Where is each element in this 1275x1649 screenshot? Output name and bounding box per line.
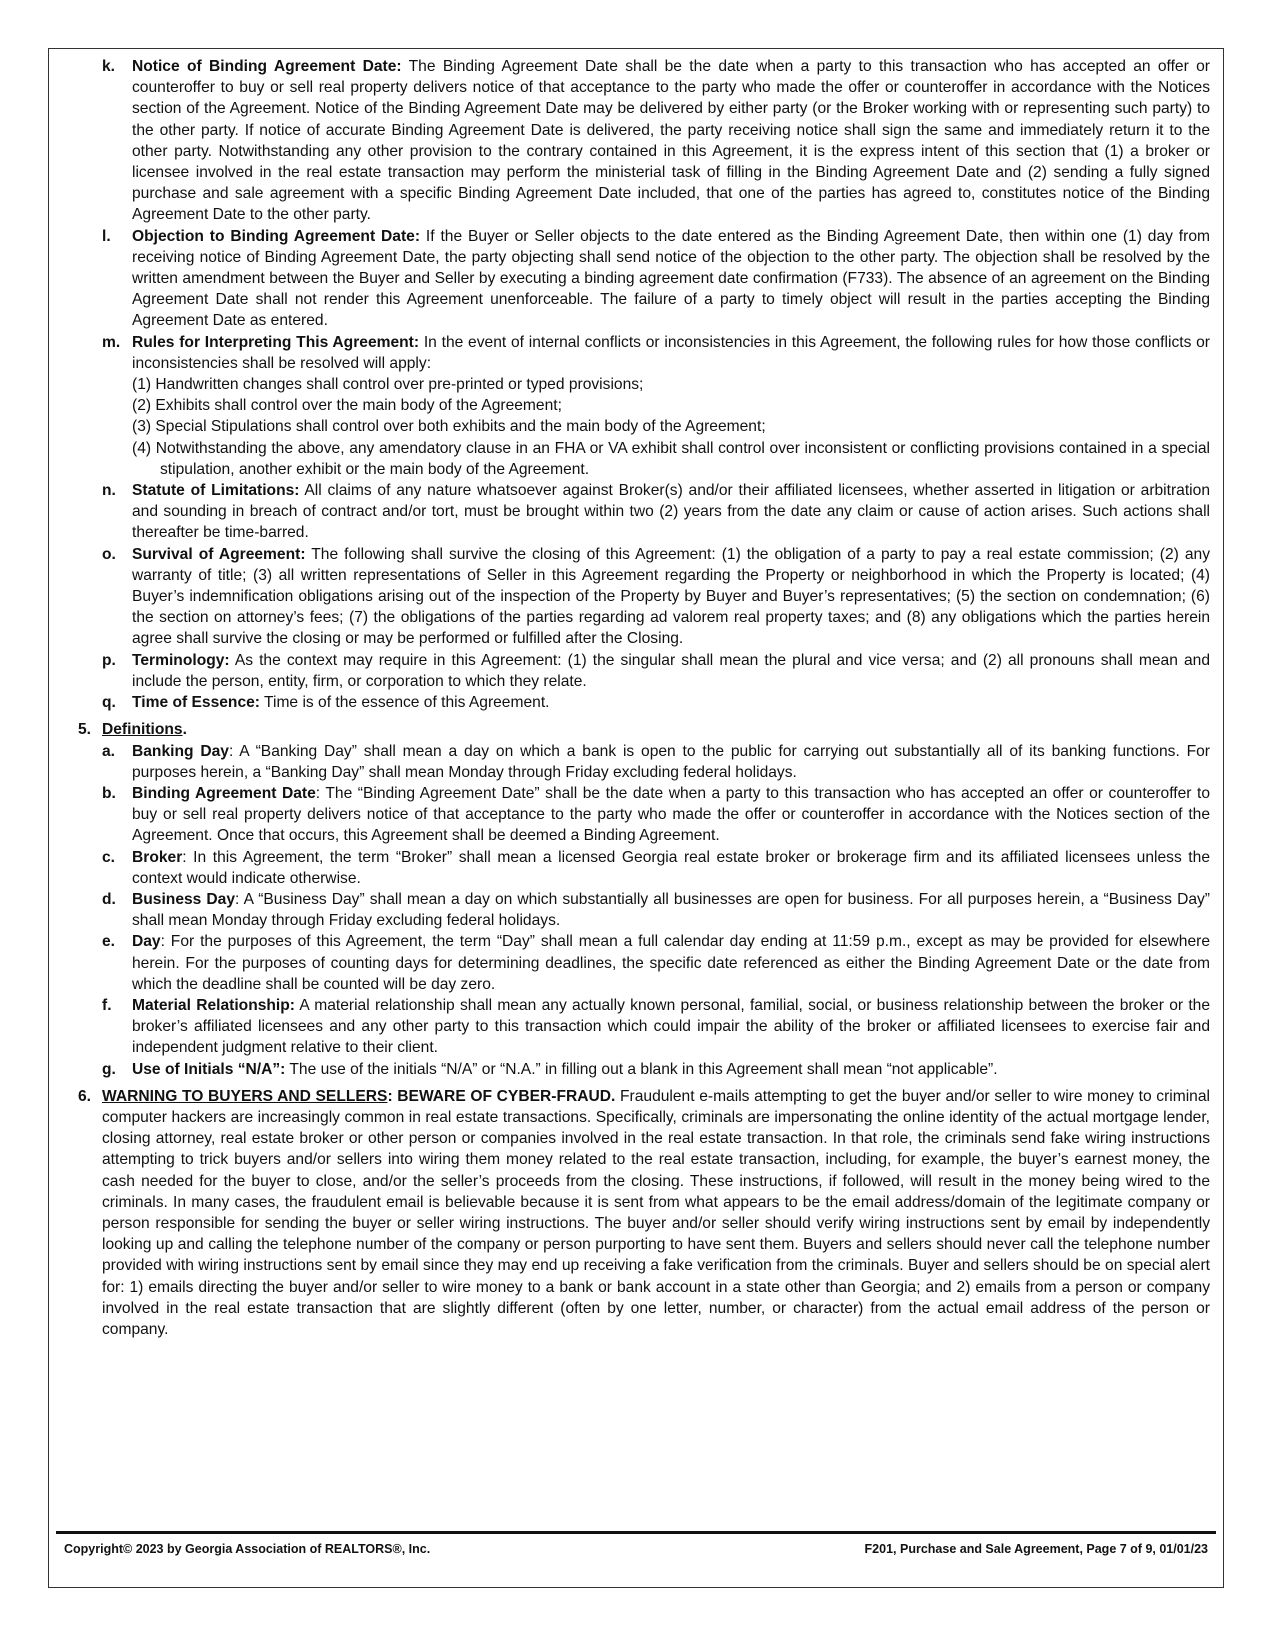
item-heading: Material Relationship: xyxy=(132,996,295,1014)
item-heading: Broker xyxy=(132,848,183,866)
item-heading: Use of Initials “N/A”: xyxy=(132,1060,286,1078)
item-l xyxy=(72,226,1210,332)
section-5-definitions xyxy=(72,719,1210,740)
item-label: n. xyxy=(102,482,116,500)
list-item: (4) Notwithstanding the above, any amendatory clause in an FHA or VA exhibit shall control over inconsistent or conflicting provisions contained in a special stipulation, another exhibit or the main body of the Agreement. xyxy=(132,439,1210,478)
item-q xyxy=(72,692,1210,713)
definition-day xyxy=(72,931,1210,995)
item-body: The use of the initials “N/A” or “N.A.” in filling out a blank in this Agreement shall mean “not applicable”. xyxy=(285,1060,998,1078)
footer-divider xyxy=(56,1531,1216,1534)
item-heading: Statute of Limitations: xyxy=(132,482,300,500)
section-heading-underlined: WARNING TO BUYERS AND SELLERS xyxy=(102,1087,388,1105)
item-label: d. xyxy=(102,890,116,908)
section-number: 6. xyxy=(78,1087,92,1105)
item-label: q. xyxy=(102,694,116,712)
item-heading: Survival of Agreement: xyxy=(132,545,306,563)
item-label: g. xyxy=(102,1060,116,1078)
definition-initials-na xyxy=(72,1059,1210,1080)
item-label: f. xyxy=(102,996,112,1014)
document-body xyxy=(72,56,1210,1340)
item-body: A material relationship shall mean any actually known personal, familial, social, or business relationship between the broker or the broker’s affiliated licensees and any other party to this transaction which could impair the ability of the broker or affiliated licensees to exercise fair and independent judgment relative to their client. xyxy=(132,996,1211,1057)
section-number: 5. xyxy=(78,721,92,739)
item-label: c. xyxy=(102,848,116,866)
item-body: : For the purposes of this Agreement, the term “Day” shall mean a full calendar day ending at 11:59 p.m., except as may be provided for elsewhere herein. For the purposes of counting days for determining deadlines, the specific date referenced as either the Binding Agreement Date or the date from which the deadline shall be counted will be day zero. xyxy=(132,933,1210,993)
section-body: Fraudulent e-mails attempting to get the buyer and/or seller to wire money to criminal computer hackers are increasingly common in real estate transactions. Specifically, criminals are impersonating the online identity of the actual mortgage lender, closing attorney, real estate broker or other person or companies involved in the real estate transaction. In that role, the criminals send fake wiring instructions attempting to trick buyers and/or sellers into wiring them money related to the real estate transaction, including, for example, the buyer’s earnest money, the cash needed for the buyer to close, and/or the seller’s proceeds from the closing. These instructions, if followed, will result in the money being wired to the criminals. In many cases, the fraudulent email is believable because it is sent from what appears to be the email address/domain of the legitimate company or person responsible for sending the buyer or seller wiring instructions. The buyer and/or seller should verify wiring instructions sent by email by independently looking up and calling the telephone number of the company or person purporting to have sent them. Buyers and sellers should never call the telephone number provided with wiring instructions sent by email since they may end up receiving a fake verification from the criminals. Buyer and sellers should be on special alert for: 1) emails directing the buyer and/or seller to wire money to a bank or bank account in a state other than Georgia; and 2) emails from a person or company involved in the real estate transaction that are slightly different (often by one letter, number, or character) from the actual email address of the person or company. xyxy=(102,1087,1210,1338)
definition-banking-day xyxy=(72,741,1210,783)
item-heading: Time of Essence: xyxy=(132,694,260,712)
item-heading: Binding Agreement Date xyxy=(132,784,316,802)
item-label: p. xyxy=(102,651,116,669)
item-body: In the event of internal conflicts or inconsistencies in this Agreement, the following rules for how those conflicts or inconsistencies shall be resolved will apply: xyxy=(132,333,1211,372)
item-label: l. xyxy=(102,227,111,245)
item-body: The Binding Agreement Date shall be the date when a party to this transaction who has accepted an offer or counteroffer to buy or sell real property delivers notice of that acceptance to the party who made the offer or counteroffer in accordance with the Notices section of the Agreement. Notice of the Binding Agreement Date may be delivered by either party (or the Broker working with or representing such party) to the other party. If notice of accurate Binding Agreement Date is delivered, the party receiving notice shall sign the same and immediately return it to the other party. Notwithstanding any other provision to the contrary contained in this Agreement, it is the express intent of this section that (1) a broker or licensee involved in the real estate transaction may perform the ministerial task of filling in the Binding Agreement Date and (2) sending a fully signed purchase and sale agreement with a specific Binding Agreement Date included, that one of the parties has agreed to, constitutes notice of the Binding Agreement Date to the other party. xyxy=(132,58,1210,224)
item-p xyxy=(72,650,1210,692)
section-title-period: . xyxy=(182,721,187,739)
list-item: (1) Handwritten changes shall control over pre-printed or typed provisions; xyxy=(132,376,644,394)
section-6-cyber-fraud-warning xyxy=(72,1086,1210,1340)
item-body: All claims of any nature whatsoever against Broker(s) and/or their affiliated licensees, whether asserted in litigation or arbitration and sounding in breach of contract and/or tort, must be brought within two (2) years from the date any claim or cause of action arises. Such actions shall thereafter be time-barred. xyxy=(132,482,1210,542)
definition-business-day xyxy=(72,889,1210,931)
item-label: e. xyxy=(102,933,116,951)
list-item: (2) Exhibits shall control over the main body of the Agreement; xyxy=(132,397,562,415)
item-label: a. xyxy=(102,742,116,760)
item-body: : A “Business Day” shall mean a day on which substantially all businesses are open for business. For all purposes herein, a “Business Day” shall mean Monday through Friday excluding federal holidays. xyxy=(132,890,1210,930)
item-m xyxy=(72,332,1210,374)
item-label: b. xyxy=(102,784,116,802)
item-k xyxy=(72,56,1210,226)
section-heading-rest: : BEWARE OF CYBER-FRAUD. xyxy=(387,1087,616,1105)
definition-binding-agreement-date xyxy=(72,783,1210,847)
item-label: m. xyxy=(102,333,121,351)
item-heading: Business Day xyxy=(132,890,236,908)
item-n xyxy=(72,480,1210,544)
item-body: Time is of the essence of this Agreement. xyxy=(259,694,550,712)
form-page-info: F201, Purchase and Sale Agreement, Page 7 of 9, 01/01/23 xyxy=(864,1542,1208,1556)
item-body: : In this Agreement, the term “Broker” shall mean a licensed Georgia real estate broker or brokerage firm and its affiliated licensees unless the context would indicate otherwise. xyxy=(132,848,1210,887)
interpretation-rules-list xyxy=(72,374,1210,480)
item-body: The following shall survive the closing of this Agreement: (1) the obligation of a party to pay a real estate commission; (2) any warranty of title; (3) all written representations of Seller in this Agreement regarding the Property or neighborhood in which the Property is located; (4) Buyer’s indemnification obligations arising out of the inspection of the Property by Buyer and Buyer’s representatives; (5) the section on condemnation; (6) the section on attorney’s fees; (7) the obligations of the parties regarding ad valorem real property taxes; and (8) any obligations which the parties herein agree shall survive the closing or may be performed or fulfilled after the Closing. xyxy=(132,545,1210,648)
item-heading: Rules for Interpreting This Agreement: xyxy=(132,333,420,351)
item-o xyxy=(72,544,1210,650)
item-heading: Terminology: xyxy=(132,651,230,669)
section-title: Definitions xyxy=(102,721,183,739)
item-label: k. xyxy=(102,58,116,75)
item-body: If the Buyer or Seller objects to the date entered as the Binding Agreement Date, then within one (1) day from receiving notice of Binding Agreement Date, the party objecting shall send notice of the objection to the other party. The objection shall be resolved by the written amendment between the Buyer and Seller by executing a binding agreement date confirmation (F733). The absence of an agreement on the Binding Agreement Date shall not render this Agreement unenforceable. The failure of a party to timely object will result in the parties accepting the Binding Agreement Date as entered. xyxy=(132,227,1210,330)
list-item: (3) Special Stipulations shall control over both exhibits and the main body of the Agreement; xyxy=(132,418,766,436)
item-heading: Day xyxy=(132,933,161,951)
page-footer xyxy=(64,1542,1208,1556)
item-label: o. xyxy=(102,545,116,563)
definition-broker xyxy=(72,847,1210,889)
definition-material-relationship xyxy=(72,995,1210,1059)
item-body: : The “Binding Agreement Date” shall be the date when a party to this transaction who has accepted an offer or counteroffer to buy or sell real property delivers notice of that acceptance to the party who made the offer or counteroffer in accordance with the Notices section of the Agreement. Once that occurs, this Agreement shall be deemed a Binding Agreement. xyxy=(132,784,1210,845)
item-heading: Objection to Binding Agreement Date: xyxy=(132,227,421,245)
item-body: As the context may require in this Agreement: (1) the singular shall mean the plural and vice versa; and (2) all pronouns shall mean and include the person, entity, firm, or corporation to which they relate. xyxy=(132,651,1210,690)
copyright-notice: Copyright© 2023 by Georgia Association of REALTORS®, Inc. xyxy=(64,1542,431,1556)
item-body: : A “Banking Day” shall mean a day on which a bank is open to the public for carrying out substantially all of its banking functions. For purposes herein, a “Banking Day” shall mean Monday through Friday excluding federal holidays. xyxy=(132,742,1210,781)
item-heading: Notice of Binding Agreement Date: xyxy=(132,58,402,75)
item-heading: Banking Day xyxy=(132,742,229,760)
